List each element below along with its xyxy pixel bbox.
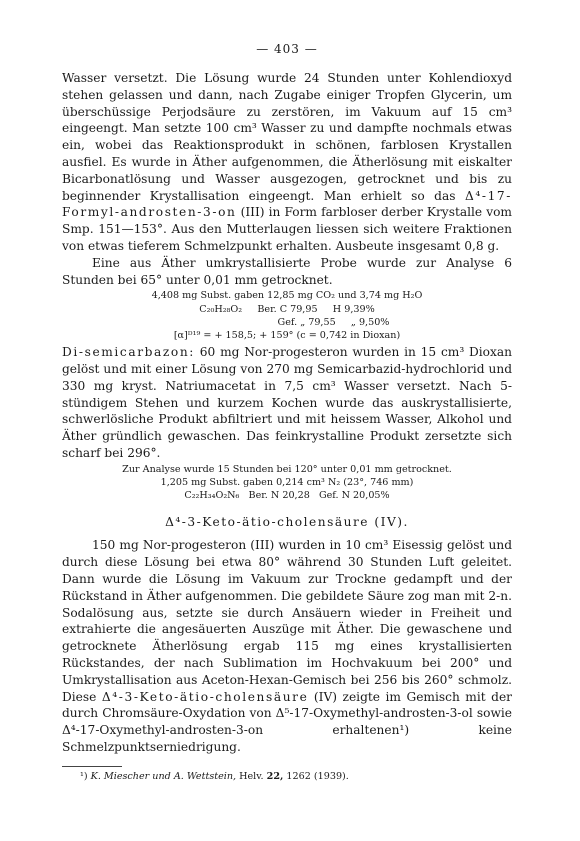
footnote-pages: 1262 (1939). [286, 770, 349, 782]
paragraph-4-text-b: (IV) zeigte im Gemisch mit der durch Chromsäure-Oxydation von Δ⁵-17-Oxymethyl-androsten-3-ol sowie Δ⁴-17-Oxymethyl-androsten-3-on erhaltenen¹) keine Schmelzpunktserniedrigung. [62, 689, 513, 754]
analysis-1-line-2: C₂₀H₂₈O₂ Ber. C 79,95 H 9,39% [199, 303, 375, 315]
analysis-1-line-1: 4,408 mg Subst. gaben 12,85 mg CO₂ und 3,74 mg H₂O [151, 290, 423, 302]
analysis-block-1 [62, 289, 512, 342]
paragraph-3-text: 60 mg Nor-progesteron wurden in 15 cm³ Dioxan gelöst und mit einer Lösung von 270 mg Semicarbazid-hydrochlorid und 330 mg kryst. Natriumacetat in 7,5 cm³ Wasser versetzt. Nach 5-stündigem Stehen und kurzem Kochen wurde das auskrystallisierte, schwerlösliche Produkt abfiltriert und mit heissem Wasser, Alkohol und Äther gründlich gewaschen. Das feinkrystalline Produkt zersetzte sich scharf bei 296°. [62, 345, 512, 460]
page [62, 42, 512, 783]
paragraph-4 [62, 537, 512, 755]
analysis-2-line-1: Zur Analyse wurde 15 Stunden bei 120° unter 0,01 mm getrocknet. [122, 463, 452, 475]
section-heading: Δ⁴-3-Keto-ätio-cholensäure (IV). [165, 515, 409, 530]
optical-rotation: [α]ᴰ¹⁹ = + 158,5; + 159° (c = 0,742 in Dioxan) [173, 329, 401, 341]
footnote-marker: ¹) [80, 770, 88, 782]
footnote-journal: Helv. [239, 770, 264, 782]
paragraph-1-rest: (III) in Form farbloser derber Krystalle vom Smp. 151—153°. Aus den Mutterlaugen liessen sich weitere Fraktionen von etwas tieferem Schmelzpunkt erhalten. Ausbeute insgesamt 0,8 g. [62, 205, 512, 253]
compound-name-keto-acid: Δ⁴-3-Keto-ätio-cholensäure [101, 689, 309, 704]
paragraph-1 [62, 70, 512, 255]
analysis-1-line-3: Gef. „ 79,55 „ 9,50% [277, 316, 390, 328]
paragraph-3 [62, 344, 512, 462]
page-number: — 403 — [256, 42, 318, 56]
paragraph-4-text-a: 150 mg Nor-progesteron (III) wurden in 10 cm³ Eisessig gelöst und durch diese Lösung bei etwa 80° während 30 Stunden Luft geleitet. Dann wurde die Lösung im Vakuum zur Trockne gedampft und der Rückstand in Äther aufgenommen. Die gebildete Säure zog man mit 2-n. Sodalösung aus, setzte sie durch Ansäuern wieder in Freiheit und extrahierte die angesäuerten Auszüge mit Äther. Die gewaschene und getrocknete Ätherlösung ergab 115 mg eines krystallisierten Rückstandes, der nach Sublimation im Hochvakuum bei 200° und Umkrystallisation aus Aceton-Hexan-Gemisch bei 256 bis 260° schmolz. Diese [62, 538, 512, 704]
footnote-volume: 22, [266, 770, 284, 782]
semicarbazone-label: Di-semicarbazon: [62, 345, 196, 360]
compound-name-formyl: Δ⁴-17-Formyl-androsten-3-on [62, 188, 513, 220]
paragraph-2: Eine aus Äther umkrystallisierte Probe wurde zur Analyse 6 Stunden bei 65° unter 0,01 mm getrocknet. [62, 255, 512, 287]
footnote [62, 771, 512, 783]
analysis-block-2 [62, 463, 512, 503]
footnote-authors: K. Miescher und A. Wettstein, [90, 770, 237, 782]
paragraph-1-text: Wasser versetzt. Die Lösung wurde 24 Stunden unter Kohlendioxyd stehen gelassen und dann, nach Zugabe einiger Tropfen Glycerin, um überschüssige Perjodsäure zu zerstören, im Vakuum auf 15 cm³ eingeengt. Man setzte 100 cm³ Wasser zu und dampfte nochmals etwas ein, wobei das Reaktionsprodukt in schönen, farblosen Krystallen ausfiel. Es wurde in Äther aufgenommen, die Ätherlösung mit eiskalter Bicarbonatlösung und Wasser ausgezogen, getrocknet und bis zu beginnender Krystallisation eingeengt. Man erhielt so das [62, 71, 512, 203]
analysis-2-line-3: C₂₂H₃₄O₂N₆ Ber. N 20,28 Gef. N 20,05% [184, 490, 390, 502]
analysis-2-line-2: 1,205 mg Subst. gaben 0,214 cm³ N₂ (23°, 746 mm) [160, 476, 414, 488]
footnote-divider [62, 766, 122, 767]
